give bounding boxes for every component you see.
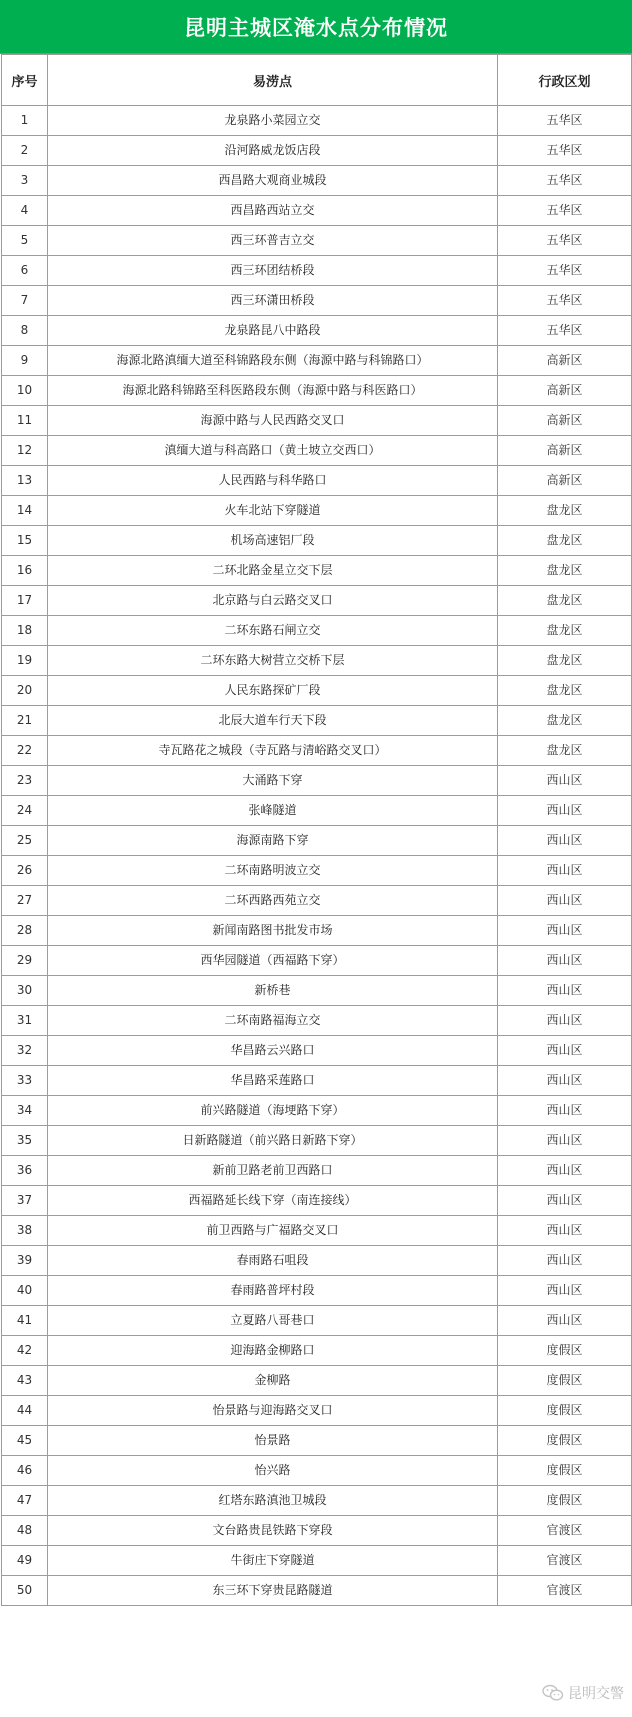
table-row (2, 496, 632, 526)
table-row (2, 226, 632, 256)
flood-point-name: 大涌路下穿 (48, 766, 498, 796)
table-row (2, 286, 632, 316)
row-number: 29 (2, 946, 48, 976)
district-name: 西山区 (498, 1186, 632, 1216)
table-row (2, 1456, 632, 1486)
wechat-icon (542, 1684, 564, 1702)
table-row (2, 376, 632, 406)
table-row (2, 106, 632, 136)
district-name: 盘龙区 (498, 676, 632, 706)
table-row (2, 256, 632, 286)
table-row (2, 1006, 632, 1036)
district-name: 盘龙区 (498, 736, 632, 766)
flood-point-name: 海源中路与人民西路交叉口 (48, 406, 498, 436)
row-number: 7 (2, 286, 48, 316)
table-row (2, 1246, 632, 1276)
district-name: 官渡区 (498, 1516, 632, 1546)
row-number: 41 (2, 1306, 48, 1336)
flood-point-name: 二环东路石闸立交 (48, 616, 498, 646)
row-number: 32 (2, 1036, 48, 1066)
flood-point-name: 海源北路科锦路至科医路段东侧（海源中路与科医路口） (48, 376, 498, 406)
table-body (2, 106, 632, 1606)
table-row (2, 1126, 632, 1156)
table-row (2, 886, 632, 916)
district-name: 高新区 (498, 406, 632, 436)
row-number: 21 (2, 706, 48, 736)
row-number: 48 (2, 1516, 48, 1546)
row-number: 31 (2, 1006, 48, 1036)
district-name: 盘龙区 (498, 646, 632, 676)
table-row (2, 1396, 632, 1426)
table-row (2, 946, 632, 976)
table-row (2, 616, 632, 646)
table-row (2, 1336, 632, 1366)
district-name: 西山区 (498, 856, 632, 886)
row-number: 44 (2, 1396, 48, 1426)
watermark-text: 昆明交警 (568, 1686, 624, 1702)
flood-point-name: 西福路延长线下穿（南连接线） (48, 1186, 498, 1216)
row-number: 35 (2, 1126, 48, 1156)
row-number: 33 (2, 1066, 48, 1096)
district-name: 西山区 (498, 946, 632, 976)
table-row (2, 796, 632, 826)
row-number: 39 (2, 1246, 48, 1276)
district-name: 西山区 (498, 1246, 632, 1276)
district-name: 五华区 (498, 316, 632, 346)
table-title: 昆明主城区淹水点分布情况 (0, 0, 632, 54)
district-name: 五华区 (498, 196, 632, 226)
district-name: 度假区 (498, 1426, 632, 1456)
district-name: 五华区 (498, 166, 632, 196)
flood-point-name: 人民东路探矿厂段 (48, 676, 498, 706)
row-number: 38 (2, 1216, 48, 1246)
row-number: 14 (2, 496, 48, 526)
district-name: 西山区 (498, 1126, 632, 1156)
district-name: 高新区 (498, 436, 632, 466)
table-row (2, 166, 632, 196)
header-row (2, 55, 632, 106)
district-name: 高新区 (498, 346, 632, 376)
flood-point-name: 西三环普吉立交 (48, 226, 498, 256)
flood-point-name: 二环北路金星立交下层 (48, 556, 498, 586)
row-number: 4 (2, 196, 48, 226)
district-name: 西山区 (498, 1036, 632, 1066)
table-row (2, 826, 632, 856)
district-name: 西山区 (498, 1096, 632, 1126)
row-number: 13 (2, 466, 48, 496)
header-no: 序号 (2, 55, 48, 106)
district-name: 西山区 (498, 1216, 632, 1246)
table-row (2, 1306, 632, 1336)
district-name: 度假区 (498, 1456, 632, 1486)
row-number: 34 (2, 1096, 48, 1126)
flood-point-name: 东三环下穿贵昆路隧道 (48, 1576, 498, 1606)
flood-point-name: 文台路贵昆铁路下穿段 (48, 1516, 498, 1546)
district-name: 官渡区 (498, 1546, 632, 1576)
district-name: 西山区 (498, 1006, 632, 1036)
table-row (2, 766, 632, 796)
row-number: 6 (2, 256, 48, 286)
district-name: 度假区 (498, 1486, 632, 1516)
flood-point-name: 机场高速铝厂段 (48, 526, 498, 556)
flood-point-name: 日新路隧道（前兴路日新路下穿） (48, 1126, 498, 1156)
row-number: 46 (2, 1456, 48, 1486)
flood-point-name: 西昌路西站立交 (48, 196, 498, 226)
row-number: 12 (2, 436, 48, 466)
row-number: 16 (2, 556, 48, 586)
table-row (2, 1426, 632, 1456)
row-number: 22 (2, 736, 48, 766)
flood-point-name: 滇缅大道与科高路口（黄土坡立交西口） (48, 436, 498, 466)
table-row (2, 1486, 632, 1516)
table-row (2, 1066, 632, 1096)
row-number: 28 (2, 916, 48, 946)
table-row (2, 1516, 632, 1546)
flood-point-name: 怡景路与迎海路交叉口 (48, 1396, 498, 1426)
flood-point-name: 春雨路石咀段 (48, 1246, 498, 1276)
district-name: 盘龙区 (498, 586, 632, 616)
district-name: 盘龙区 (498, 526, 632, 556)
flood-point-name: 前兴路隧道（海埂路下穿） (48, 1096, 498, 1126)
district-name: 高新区 (498, 466, 632, 496)
district-name: 西山区 (498, 886, 632, 916)
table-row (2, 1576, 632, 1606)
flood-point-name: 北辰大道车行天下段 (48, 706, 498, 736)
flood-point-name: 沿河路威龙饭店段 (48, 136, 498, 166)
table-row (2, 466, 632, 496)
flood-point-name: 北京路与白云路交叉口 (48, 586, 498, 616)
row-number: 20 (2, 676, 48, 706)
row-number: 11 (2, 406, 48, 436)
table-row (2, 1276, 632, 1306)
table-row (2, 406, 632, 436)
row-number: 25 (2, 826, 48, 856)
flood-point-name: 怡景路 (48, 1426, 498, 1456)
row-number: 18 (2, 616, 48, 646)
district-name: 官渡区 (498, 1576, 632, 1606)
district-name: 西山区 (498, 766, 632, 796)
header-point: 易涝点 (48, 55, 498, 106)
row-number: 15 (2, 526, 48, 556)
district-name: 盘龙区 (498, 496, 632, 526)
row-number: 45 (2, 1426, 48, 1456)
district-name: 西山区 (498, 796, 632, 826)
table-row (2, 1186, 632, 1216)
district-name: 盘龙区 (498, 706, 632, 736)
row-number: 10 (2, 376, 48, 406)
district-name: 盘龙区 (498, 556, 632, 586)
flood-point-name: 新闻南路图书批发市场 (48, 916, 498, 946)
table-row (2, 1366, 632, 1396)
flood-point-name: 寺瓦路花之城段（寺瓦路与清峪路交叉口） (48, 736, 498, 766)
flood-point-name: 二环西路西苑立交 (48, 886, 498, 916)
flood-point-name: 人民西路与科华路口 (48, 466, 498, 496)
table-row (2, 1546, 632, 1576)
flood-point-name: 牛街庄下穿隧道 (48, 1546, 498, 1576)
flood-point-name: 二环东路大树营立交桥下层 (48, 646, 498, 676)
flood-point-name: 红塔东路滇池卫城段 (48, 1486, 498, 1516)
row-number: 49 (2, 1546, 48, 1576)
row-number: 8 (2, 316, 48, 346)
row-number: 42 (2, 1336, 48, 1366)
district-name: 度假区 (498, 1366, 632, 1396)
flood-point-name: 立夏路八哥巷口 (48, 1306, 498, 1336)
district-name: 西山区 (498, 916, 632, 946)
district-name: 五华区 (498, 286, 632, 316)
flood-point-name: 张峰隧道 (48, 796, 498, 826)
table-row (2, 1096, 632, 1126)
flood-point-name: 西三环团结桥段 (48, 256, 498, 286)
district-name: 西山区 (498, 1066, 632, 1096)
row-number: 43 (2, 1366, 48, 1396)
row-number: 9 (2, 346, 48, 376)
table-row (2, 706, 632, 736)
flood-point-name: 西三环潇田桥段 (48, 286, 498, 316)
district-name: 西山区 (498, 1276, 632, 1306)
row-number: 23 (2, 766, 48, 796)
flood-point-name: 金柳路 (48, 1366, 498, 1396)
flood-point-name: 西华园隧道（西福路下穿） (48, 946, 498, 976)
row-number: 47 (2, 1486, 48, 1516)
flood-point-name: 新桥巷 (48, 976, 498, 1006)
district-name: 五华区 (498, 136, 632, 166)
table-row (2, 1156, 632, 1186)
district-name: 西山区 (498, 1156, 632, 1186)
flood-point-name: 海源北路滇缅大道至科锦路段东侧（海源中路与科锦路口） (48, 346, 498, 376)
flood-point-name: 二环南路明波立交 (48, 856, 498, 886)
table-row (2, 556, 632, 586)
flood-points-table (1, 54, 632, 1606)
table-row (2, 196, 632, 226)
table-row (2, 1216, 632, 1246)
row-number: 50 (2, 1576, 48, 1606)
table-row (2, 916, 632, 946)
row-number: 24 (2, 796, 48, 826)
table-row (2, 436, 632, 466)
flood-point-name: 火车北站下穿隧道 (48, 496, 498, 526)
row-number: 17 (2, 586, 48, 616)
table-row (2, 136, 632, 166)
flood-point-name: 前卫西路与广福路交叉口 (48, 1216, 498, 1246)
row-number: 19 (2, 646, 48, 676)
flood-point-name: 怡兴路 (48, 1456, 498, 1486)
table-row (2, 676, 632, 706)
flood-point-name: 龙泉路昆八中路段 (48, 316, 498, 346)
row-number: 30 (2, 976, 48, 1006)
flood-point-name: 春雨路普坪村段 (48, 1276, 498, 1306)
row-number: 27 (2, 886, 48, 916)
district-name: 五华区 (498, 256, 632, 286)
flood-point-name: 海源南路下穿 (48, 826, 498, 856)
row-number: 37 (2, 1186, 48, 1216)
table-row (2, 586, 632, 616)
flood-point-name: 二环南路福海立交 (48, 1006, 498, 1036)
table-row (2, 736, 632, 766)
row-number: 1 (2, 106, 48, 136)
district-name: 度假区 (498, 1396, 632, 1426)
flood-point-name: 迎海路金柳路口 (48, 1336, 498, 1366)
table-row (2, 646, 632, 676)
flood-point-name: 新前卫路老前卫西路口 (48, 1156, 498, 1186)
row-number: 40 (2, 1276, 48, 1306)
district-name: 高新区 (498, 376, 632, 406)
watermark (542, 1683, 624, 1703)
row-number: 3 (2, 166, 48, 196)
table-row (2, 976, 632, 1006)
table-row (2, 316, 632, 346)
flood-point-name: 华昌路云兴路口 (48, 1036, 498, 1066)
table-row (2, 346, 632, 376)
district-name: 五华区 (498, 226, 632, 256)
row-number: 36 (2, 1156, 48, 1186)
row-number: 5 (2, 226, 48, 256)
flood-point-name: 华昌路采莲路口 (48, 1066, 498, 1096)
row-number: 2 (2, 136, 48, 166)
district-name: 度假区 (498, 1336, 632, 1366)
flood-point-name: 龙泉路小菜园立交 (48, 106, 498, 136)
table-row (2, 856, 632, 886)
table-row (2, 526, 632, 556)
district-name: 五华区 (498, 106, 632, 136)
flood-point-name: 西昌路大观商业城段 (48, 166, 498, 196)
table-row (2, 1036, 632, 1066)
header-district: 行政区划 (498, 55, 632, 106)
district-name: 西山区 (498, 1306, 632, 1336)
row-number: 26 (2, 856, 48, 886)
district-name: 西山区 (498, 976, 632, 1006)
district-name: 西山区 (498, 826, 632, 856)
district-name: 盘龙区 (498, 616, 632, 646)
